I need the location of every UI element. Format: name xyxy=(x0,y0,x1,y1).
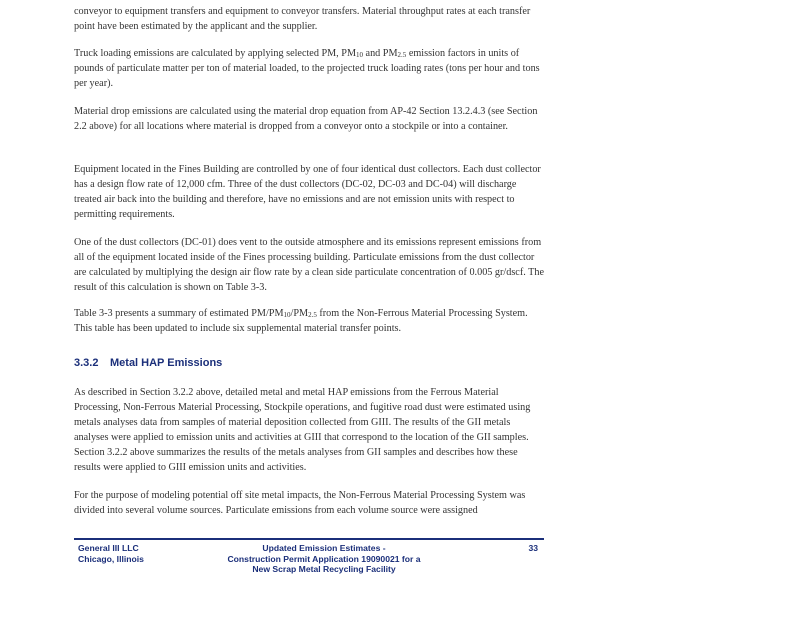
paragraph-material-drop: Material drop emissions are calculated using the material drop equation from AP-42 Section 13.2.4.3 (see Section 2.2 above) for all locations where material is dropped from a conveyor onto a stockpile or into a container. xyxy=(74,106,538,132)
section-title: Metal HAP Emissions xyxy=(110,357,223,369)
paragraph-truck-loading: Truck loading emissions are calculated by applying selected PM, $PM_{10}$ and $PM_{2.5}$ emission factors in units of pounds of particulate matter per ton of material loaded, to the projected truck loading rates (tons per hour and tons per year). xyxy=(74,48,540,89)
paragraph-table-summary: Table 3-3 presents a summary of estimated $PM/PM_{10}/PM_{2.5}$ from the Non-Ferrous Material Processing System. This table has been updated to include six supplemental material transfer points. xyxy=(74,308,528,334)
footer-company: General III LLC xyxy=(78,543,139,553)
section-number: 3.3.2 xyxy=(74,357,99,369)
paragraph-modeling: For the purpose of modeling potential off site metal impacts, the Non-Ferrous Material Processing System was divided into several volume sources. Particulate emissions from each volume source were assigned xyxy=(74,490,526,516)
paragraph-metals-analysis: As described in Section 3.2.2 above, detailed metal and metal HAP emissions from the Ferrous Material Processing, Non-Ferrous Material Processing, Stockpile operations, and fugitive road dust were estimated using metals analyses data from samples of material deposition collected from GIII. The results of the GII metals analyses were applied to emission units and activities at GIII that correspond to the location of the GII samples. Section 3.2.2 above summarizes the results of the metals analyses from GII samples and describes how these results were applied to GIII emission units and activities. xyxy=(74,387,531,473)
section-heading xyxy=(74,357,222,369)
paragraph-dc01-emissions: One of the dust collectors (DC-01) does vent to the outside atmosphere and its emissions represent emissions from all of the equipment located inside of the Fines processing building. Particulate emissions from the dust collector are calculated by multiplying the design air flow rate by a clean side particulate concentration of 0.005 gr/dscf. The result of this calculation is shown on Table 3-3. xyxy=(74,237,544,293)
footer-location: Chicago, Illinois xyxy=(78,553,144,564)
paragraph-dust-collectors: Equipment located in the Fines Building are controlled by one of four identical dust collectors. Each dust collector has a design flow rate of 12,000 cfm. Three of the dust collectors (DC-02, DC-03 and DC-04) will discharge treated air back into the building and therefore, have no emissions and are not emission units with respect to permitting requirements. xyxy=(74,164,541,220)
paragraph-transfer-rates: conveyor to equipment transfers and equipment to conveyor transfers. Material throughput rates at each transfer point have been estimated by the applicant and the supplier. xyxy=(74,6,531,32)
page-number: 33 xyxy=(528,543,538,553)
footer-company-block xyxy=(78,543,144,564)
footer-divider xyxy=(74,538,544,540)
page-footer xyxy=(74,543,544,577)
footer-document-title: Updated Emission Estimates - Construction Permit Application 19090021 for a New Scrap Metal Recycling Facility xyxy=(227,543,421,574)
